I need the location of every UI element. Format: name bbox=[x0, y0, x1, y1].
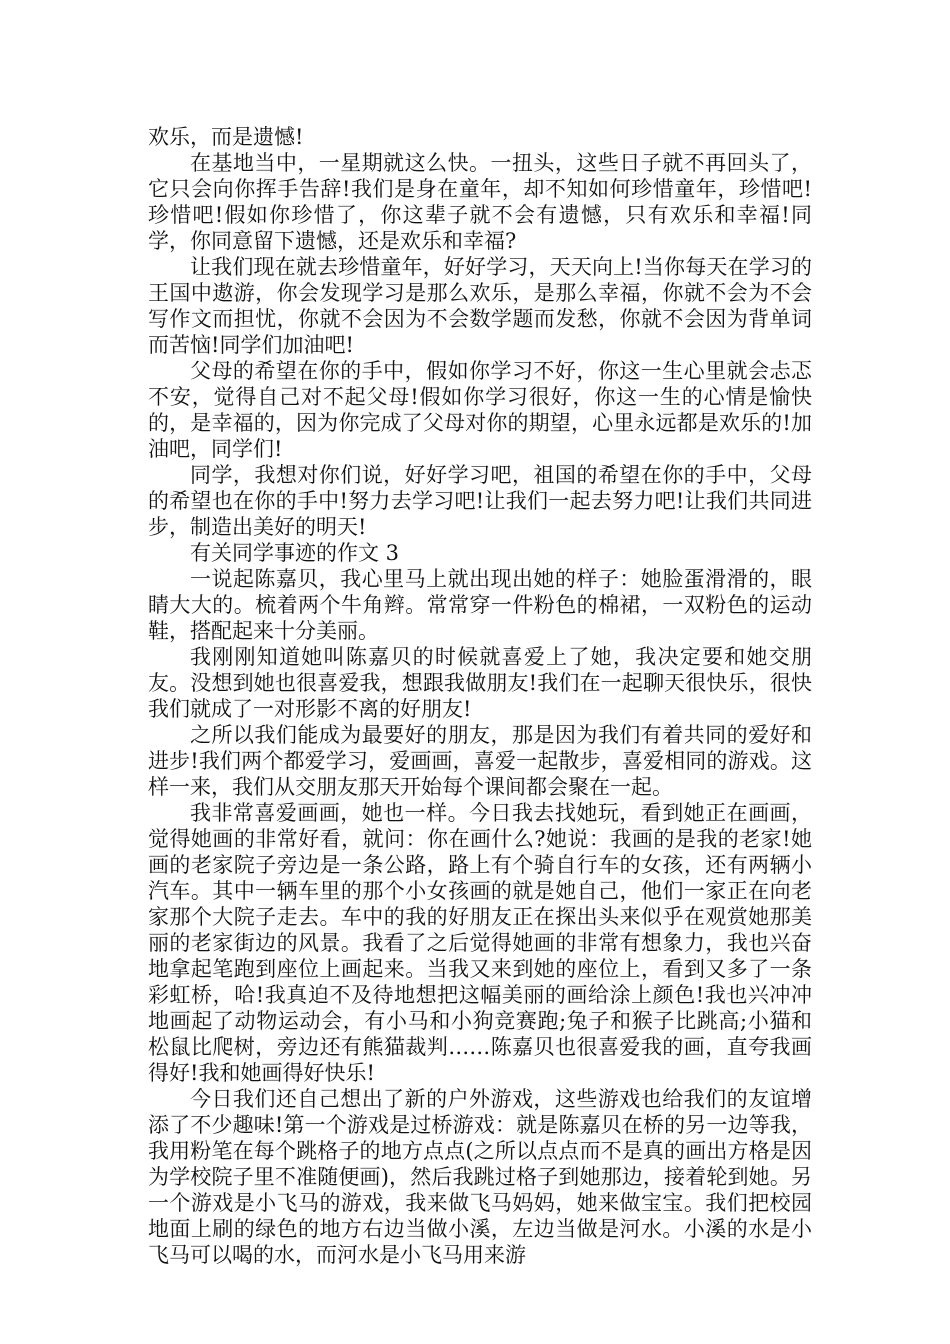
paragraph: 让我们现在就去珍惜童年，好好学习，天天向上!当你每天在学习的王国中遨游，你会发现学习是那么欢乐，是那么幸福，你就不会为不会写作文而担忧，你就不会因为不会数学题而发愁，你就不会因为背单词而苦恼!同学们加油吧! bbox=[148, 255, 812, 357]
paragraph: 父母的希望在你的手中，假如你学习不好，你这一生心里就会忐忑不安，觉得自己对不起父母!假如你学习很好，你这一生的心情是愉快的，是幸福的，因为你完成了父母对你的期望，心里永远都是欢乐的!加油吧，同学们! bbox=[148, 359, 812, 461]
paragraph: 欢乐，而是遗憾! bbox=[148, 125, 304, 149]
paragraph: 我刚刚知道她叫陈嘉贝的时候就喜爱上了她，我决定要和她交朋友。没想到她也很喜爱我，想跟我做朋友!我们在一起聊天很快乐，很快我们就成了一对形影不离的好朋友! bbox=[148, 645, 812, 721]
paragraph: 一说起陈嘉贝，我心里马上就出现出她的样子：她脸蛋滑滑的，眼睛大大的。梳着两个牛角辫。常常穿一件粉色的棉裙，一双粉色的运动鞋，搭配起来十分美丽。 bbox=[148, 567, 812, 643]
paragraph: 同学，我想对你们说，好好学习吧，祖国的希望在你的手中，父母的希望也在你的手中!努力去学习吧!让我们一起去努力吧!让我们共同进步，制造出美好的明天! bbox=[148, 463, 812, 539]
section-heading: 有关同学事迹的作文 3 bbox=[190, 541, 400, 565]
paragraph: 之所以我们能成为最要好的朋友，那是因为我们有着共同的爱好和进步!我们两个都爱学习，爱画画，喜爱一起散步，喜爱相同的游戏。这样一来，我们从交朋友那天开始每个课间都会聚在一起。 bbox=[148, 723, 812, 799]
document-body bbox=[148, 124, 812, 1268]
paragraph: 今日我们还自己想出了新的户外游戏，这些游戏也给我们的友谊增添了不少趣味!第一个游戏是过桥游戏：就是陈嘉贝在桥的另一边等我，我用粉笔在每个跳格子的地方点点(之所以点点而不是真的画出方格是因为学校院子里不准随便画)，然后我跳过格子到她那边，接着轮到她。另一个游戏是小飞马的游戏，我来做飞马妈妈，她来做宝宝。我们把校园地面上刷的绿色的地方右边当做小溪，左边当做是河水。小溪的水是小飞马可以喝的水，而河水是小飞马用来游 bbox=[148, 1087, 812, 1267]
paragraph: 我非常喜爱画画，她也一样。今日我去找她玩，看到她正在画画，觉得她画的非常好看，就问：你在画什么?她说：我画的是我的老家!她画的老家院子旁边是一条公路，路上有个骑自行车的女孩，还有两辆小汽车。其中一辆车里的那个小女孩画的就是她自己，他们一家正在向老家那个大院子走去。车中的我的好朋友正在探出头来似乎在观赏她那美丽的老家街边的风景。我看了之后觉得她画的非常有想象力，我也兴奋地拿起笔跑到座位上画起来。当我又来到她的座位上，看到又多了一条彩虹桥，哈!我真迫不及待地想把这幅美丽的画给涂上颜色!我也兴冲冲地画起了动物运动会，有小马和小狗竞赛跑;兔子和猴子比跳高;小猫和松鼠比爬树，旁边还有熊猫裁判……陈嘉贝也很喜爱我的画，直夸我画得好!我和她画得好快乐! bbox=[148, 801, 812, 1085]
paragraph: 在基地当中，一星期就这么快。一扭头，这些日子就不再回头了，它只会向你挥手告辞!我们是身在童年，却不知如何珍惜童年，珍惜吧!珍惜吧!假如你珍惜了，你这辈子就不会有遗憾，只有欢乐和幸福!同学，你同意留下遗憾，还是欢乐和幸福? bbox=[148, 151, 812, 253]
